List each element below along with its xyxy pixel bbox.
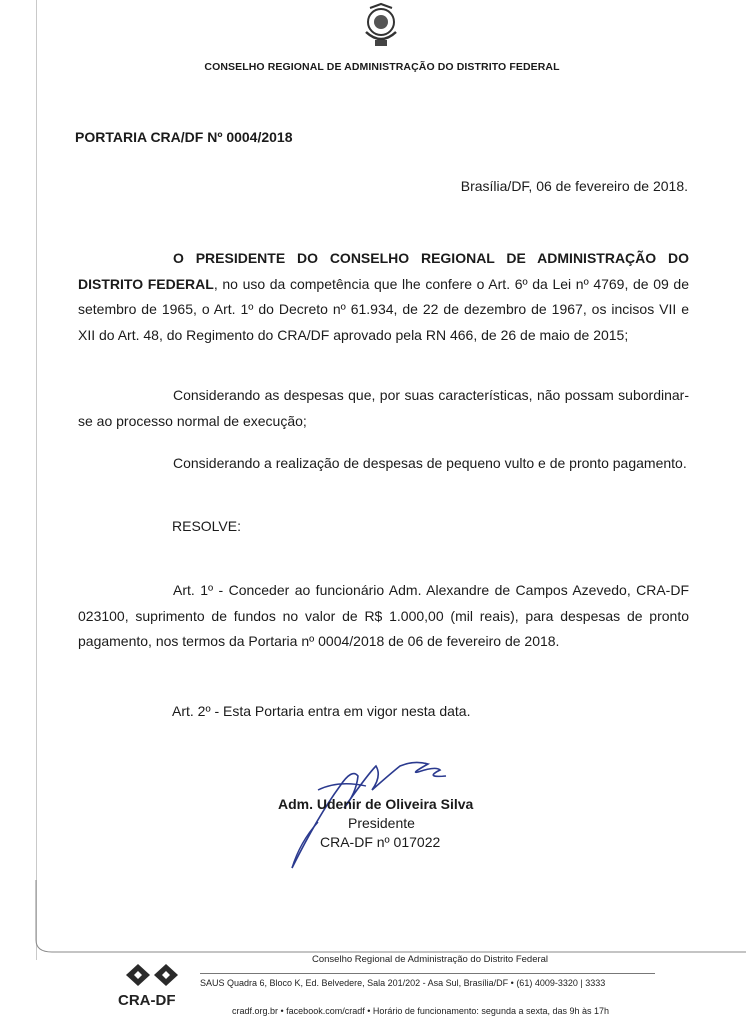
article-2: Art. 2º - Esta Portaria entra em vigor nesta data. (172, 703, 471, 719)
margin-line (36, 0, 37, 960)
date-line: Brasília/DF, 06 de fevereiro de 2018. (460, 178, 688, 194)
signatory-role: Presidente (348, 815, 415, 831)
considering-paragraph-2: Considerando a realização de despesas de pequeno vulto e de pronto pagamento. (173, 455, 687, 471)
footer-rule (200, 973, 655, 974)
footer-organization: Conselho Regional de Administração do Distrito Federal (312, 954, 549, 965)
preamble-bold: O PRESIDENTE DO CONSELHO REGIONAL DE ADMINISTRAÇÃO DO DISTRITO FEDERAL (78, 250, 689, 292)
footer-address: SAUS Quadra 6, Bloco K, Ed. Belvedere, Sala 201/202 - Asa Sul, Brasília/DF • (61) 4009-3320 | 3333 (200, 978, 606, 988)
preamble-rest: , no uso da competência que lhe confere o Art. 6º da Lei nº 4769, de 09 de setembro de 1965, o Art. 1º do Decreto nº 61.934, de 22 de dezembro de 1967, os incisos VII e XII do Art. 48, do Regimento do CRA/DF aprovado pela RN 466, de 26 de maio de 2015; (78, 275, 689, 343)
article-1: Art. 1º - Conceder ao funcionário Adm. Alexandre de Campos Azevedo, CRA-DF 023100, suprimento de fundos no valor de R$ 1.000,00 (mil reais), para despesas de pronto pagamento, nos termos da Portaria nº 0004/2018 de 06 de fevereiro de 2018. (78, 582, 689, 649)
footer-web-info: cradf.org.br • facebook.com/cradf • Horário de funcionamento: segunda a sexta, das 9h às 17h (232, 1006, 610, 1016)
resolve-heading: RESOLVE: (172, 518, 241, 534)
footer-logo-text: CRA-DF (118, 992, 176, 1009)
organization-header: CONSELHO REGIONAL DE ADMINISTRAÇÃO DO DISTRITO FEDERAL (204, 61, 560, 73)
document-title: PORTARIA CRA/DF Nº 0004/2018 (75, 129, 293, 145)
coat-of-arms-icon (358, 2, 404, 50)
preamble-paragraph (78, 246, 689, 348)
signatory-registration: CRA-DF nº 017022 (320, 834, 441, 850)
considering-paragraph-1: Considerando as despesas que, por suas características, não possam subordinar-se ao processo normal de execução; (78, 387, 689, 429)
signatory-name: Adm. Udenir de Oliveira Silva (278, 796, 474, 812)
footer-divider-curve (30, 880, 746, 960)
cra-logo-icon (124, 962, 180, 988)
